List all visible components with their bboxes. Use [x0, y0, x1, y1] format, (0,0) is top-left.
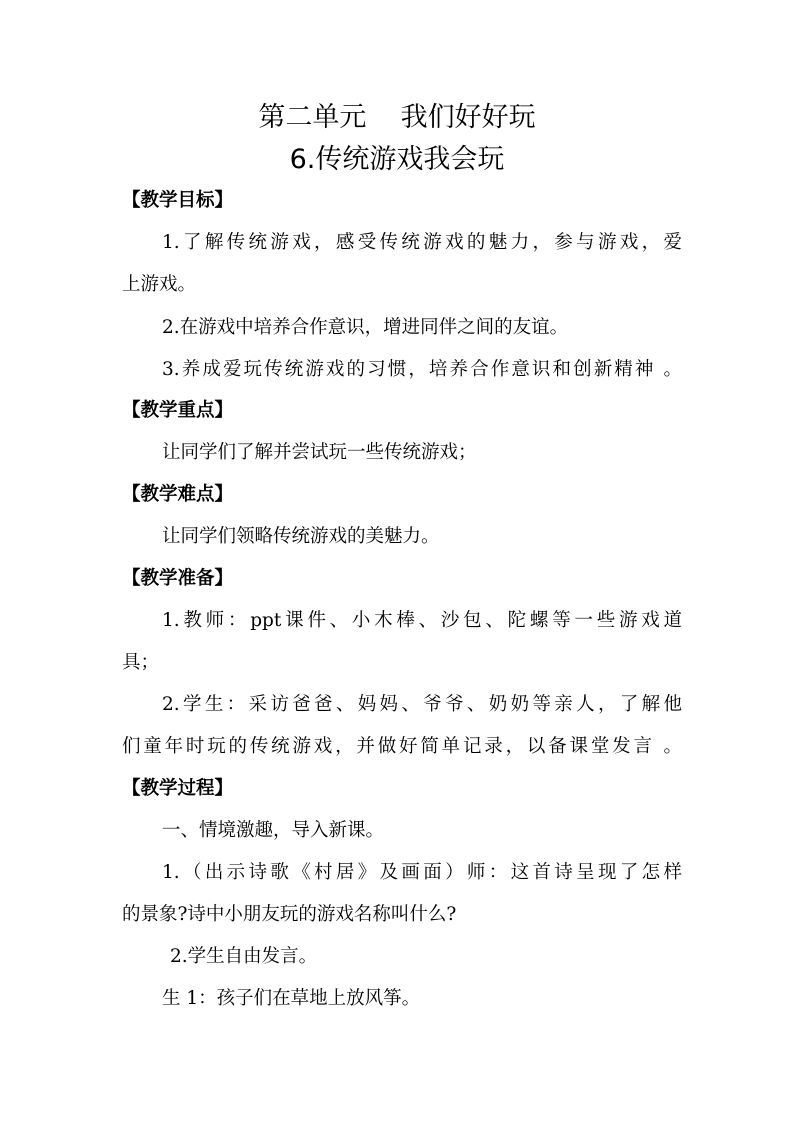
process-2: 2.学生自由发言。	[170, 946, 318, 967]
difficulties-text: 让同学们领略传统游戏的美魅力。	[162, 526, 440, 547]
process-heading: 【教学过程】	[122, 778, 234, 799]
preparation-1-line-1: 1.教师：ppt课件、小木棒、沙包、陀螺等一些游戏道	[162, 610, 682, 631]
process-1-line-1: 1.（出示诗歌《村居》及画面）师：这首诗呈现了怎样	[162, 862, 682, 883]
unit-title: 第二单元 我们好好玩	[258, 102, 536, 133]
preparation-heading: 【教学准备】	[122, 568, 234, 589]
goal-3: 3.养成爱玩传统游戏的习惯，培养合作意识和创新精神 。	[162, 359, 682, 380]
goals-heading: 【教学目标】	[122, 190, 234, 211]
process-step-title: 一、情境激趣，导入新课。	[162, 820, 385, 841]
preparation-2-line-2: 们童年时玩的传统游戏，并做好简单记录，以备课堂发言 。	[122, 736, 682, 757]
goal-1-line-2: 上游戏。	[122, 274, 197, 295]
lesson-title: 6.传统游戏我会玩	[289, 144, 505, 175]
key-points-text: 让同学们了解并尝试玩一些传统游戏；	[162, 442, 477, 463]
difficulties-heading: 【教学难点】	[122, 484, 234, 505]
preparation-2-line-1: 2.学生：采访爸爸、妈妈、爷爷、奶奶等亲人，了解他	[162, 694, 682, 715]
student-1-answer: 生 1：孩子们在草地上放风筝。	[162, 988, 421, 1009]
preparation-1-line-2: 具；	[122, 652, 160, 673]
goal-1-line-1: 1.了解传统游戏，感受传统游戏的魅力，参与游戏，爱	[162, 232, 682, 253]
key-points-heading: 【教学重点】	[122, 400, 234, 421]
goal-2: 2.在游戏中培养合作意识，增进同伴之间的友谊。	[162, 317, 569, 338]
process-1-line-2: 的景象?诗中小朋友玩的游戏名称叫什么?	[122, 904, 457, 925]
